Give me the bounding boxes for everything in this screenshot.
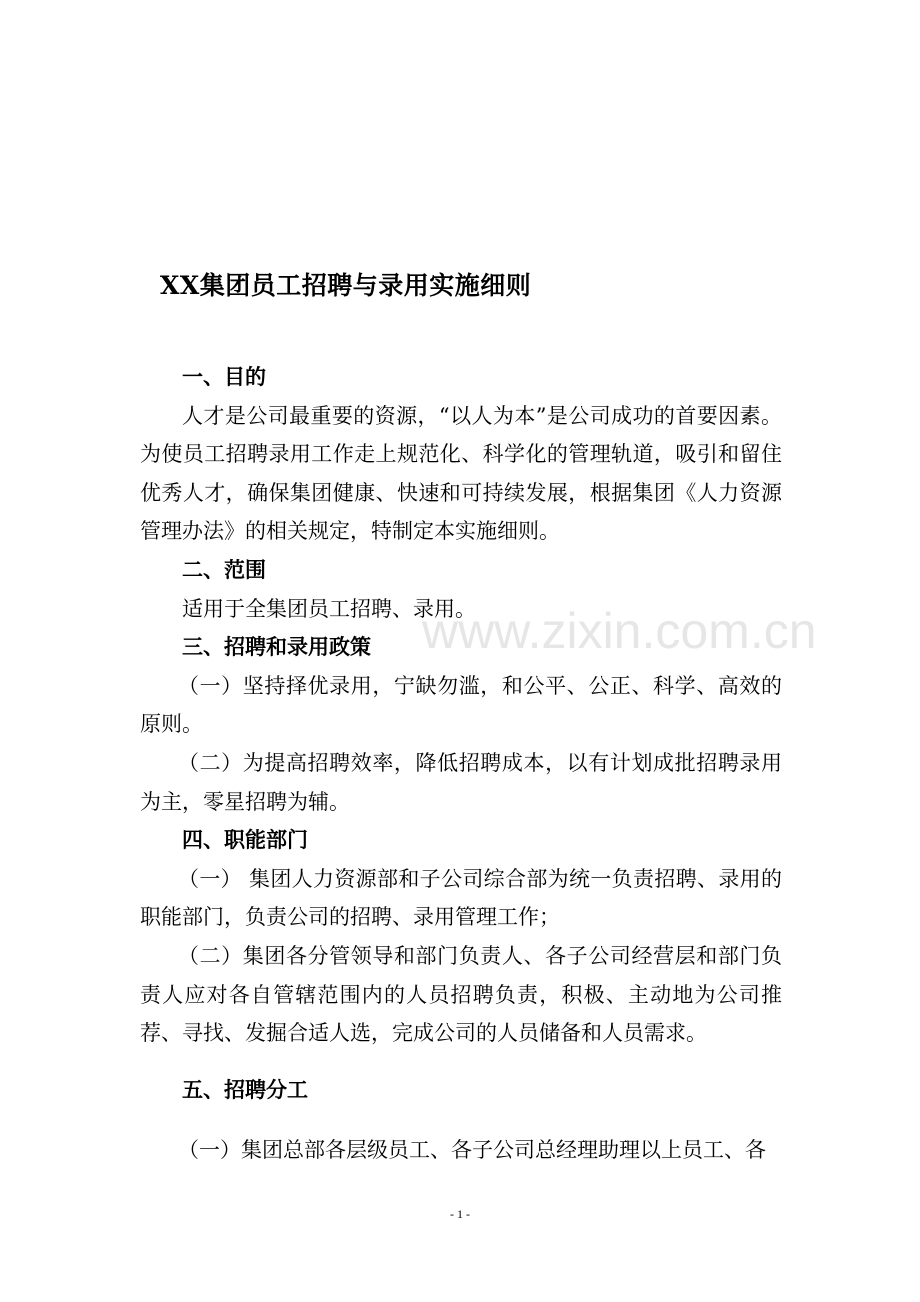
section-heading-division: 五、招聘分工	[182, 1076, 308, 1102]
paragraph: （二）为提高招聘效率，降低招聘成本，以有计划成批招聘录用为主，零星招聘为辅。	[140, 750, 782, 814]
page-number: - 1 -	[450, 1207, 470, 1221]
paragraph: （二）集团各分管领导和部门负责人、各子公司经营层和部门负责人应对各自管辖范围内的人员招聘负责，积极、主动地为公司推荐、寻找、发掘合适人选，完成公司的人员储备和人员需求。	[140, 943, 782, 1046]
paragraph: （一） 集团人力资源部和子公司综合部为统一负责招聘、录用的职能部门，负责公司的招聘、录用管理工作；	[140, 866, 782, 930]
paragraph: （一）集团总部各层级员工、各子公司总经理助理以上员工、各	[178, 1138, 766, 1163]
watermark: www.zixin.com.cn	[422, 603, 817, 659]
section-heading-purpose: 一、目的	[182, 364, 266, 389]
paragraph: （一）坚持择优录用，宁缺勿滥，和公平、公正、科学、高效的原则。	[140, 673, 782, 737]
document-body	[140, 358, 782, 1170]
paragraph: 适用于全集团员工招聘、录用。	[182, 596, 476, 621]
section-heading-departments: 四、职能部门	[182, 827, 308, 853]
document-title: XX集团员工招聘与录用实施细则	[160, 271, 532, 300]
paragraph: 人才是公司最重要的资源，“以人为本”是公司成功的首要因素。为使员工招聘录用工作走上规范化、科学化的管理轨道，吸引和留住优秀人才，确保集团健康、快速和可持续发展，根据集团《人力资源管理办法》的相关规定，特制定本实施细则。	[140, 403, 782, 544]
spacer	[140, 1053, 782, 1071]
spacer	[140, 1109, 782, 1131]
section-heading-policy: 三、招聘和录用政策	[182, 634, 371, 660]
section-heading-scope: 二、范围	[182, 556, 266, 582]
